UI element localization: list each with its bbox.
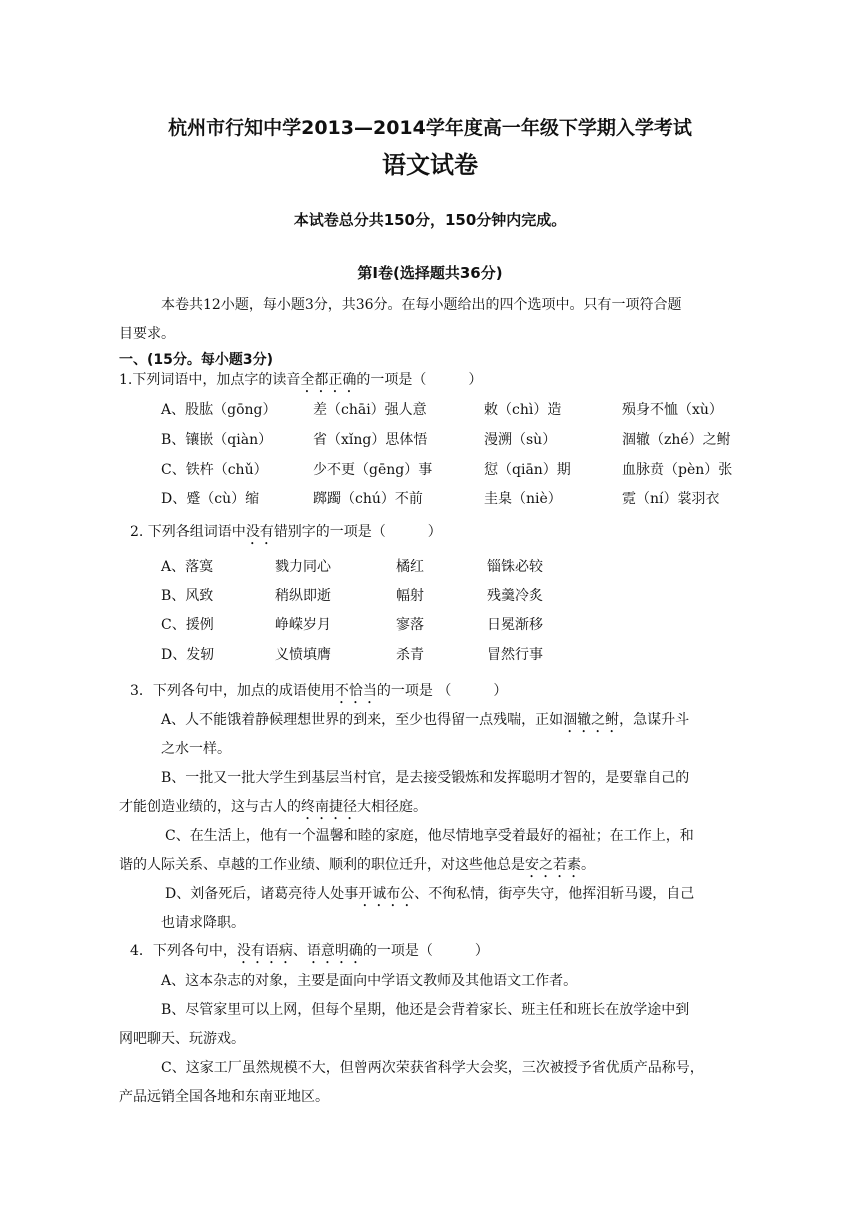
q2-c-cell: 寥落 xyxy=(396,617,424,633)
q3-option-c-line1: C、在生活上，他有一个温馨和睦的家庭，他尽情地享受着最好的福祉；在工作上，和 xyxy=(165,828,694,844)
q3-option-b-line2 xyxy=(119,797,427,823)
q1-c-cell: 血脉贲（pèn）张 xyxy=(622,462,733,478)
q1-c-cell: 愆（qiān）期 xyxy=(484,462,571,478)
q4-option-a-line1: A、这本杂志的对象，主要是面向中学语文教师及其他语文工作者。 xyxy=(161,973,578,989)
q1-stem-text-end: 的一项是（ ） xyxy=(356,372,483,388)
q3-stem-text: 3．下列各句中，加点的成语使用 xyxy=(130,683,335,699)
q4-option-b-line2: 网吧聊天、玩游戏。 xyxy=(119,1031,245,1047)
q1-d-cell: 圭臬（niè） xyxy=(484,491,562,507)
q3-c-text: 谐的人际关系、卓越的工作业绩、顺利的职位迁升，对这些他总是 xyxy=(119,857,525,873)
q1-d-cell: 霓（ní）裳羽衣 xyxy=(622,491,720,507)
q3-a-text: A、人不能饿着静候理想世界的到来，至少也得留一点残喘，正如 xyxy=(161,712,564,728)
q2-d-cell: 冒然行事 xyxy=(487,647,543,663)
q3-option-a-line1 xyxy=(161,710,689,736)
q3-stem-text-end: 的一项是 （ ） xyxy=(376,683,508,699)
q3-option-b-line1: B、一批又一批大学生到基层当村官，是去接受锻炼和发挥聪明才智的，是要靠自己的 xyxy=(161,770,690,786)
q2-stem-text-end: 错别字的一项是（ ） xyxy=(273,524,442,540)
q3-d-text-end: 、不徇私情，街亭失守，他挥泪斩马谡，自己 xyxy=(414,886,695,902)
q3-option-d-line1 xyxy=(165,884,694,910)
q1-d-cell: D、蹙（cù）缩 xyxy=(161,491,260,507)
q3-c-text-end: 。 xyxy=(581,857,595,873)
q2-c-cell: 峥嵘岁月 xyxy=(275,617,331,633)
q3-option-a-line2: 之水一样。 xyxy=(161,741,231,757)
q2-stem-emphasis: 没有 xyxy=(245,524,274,540)
q2-c-cell: 日冕渐移 xyxy=(487,617,543,633)
q1-b-cell: 涸辙（zhé）之鲋 xyxy=(622,432,731,448)
q2-c-cell: C、援例 xyxy=(161,617,214,633)
q1-b-cell: 省（xǐng）思体悟 xyxy=(313,432,428,448)
q2-b-cell: 残羹冷炙 xyxy=(487,588,543,604)
q1-stem-text: 1.下列词语中，加点字的读音 xyxy=(119,372,301,388)
part1-intro-line2: 目要求。 xyxy=(119,326,175,342)
q2-a-cell: A、落寞 xyxy=(161,559,214,575)
q4-option-c-line1: C、这家工厂虽然规模不大，但曾两次荣获省科学大会奖，三次被授予省优质产品称号， xyxy=(161,1060,704,1076)
q3-c-idiom: 安之若素 xyxy=(525,857,581,873)
section1-heading: 一、(15分。每小题3分) xyxy=(119,352,274,368)
q4-stem-text-end: 的一项是（ ） xyxy=(362,943,489,959)
q3-b-text-end: 大相径庭。 xyxy=(357,799,427,815)
q1-b-cell: 漫溯（sù） xyxy=(484,432,557,448)
q1-c-cell: 少不更（gēng）事 xyxy=(313,462,433,478)
q2-a-cell: 锱铢必较 xyxy=(487,559,543,575)
q2-d-cell: 义愤填膺 xyxy=(275,647,331,663)
q3-option-d-line2: 也请求降职。 xyxy=(161,915,245,931)
q1-stem-emphasis: 全都正确 xyxy=(300,372,357,388)
q1-a-cell: 差（chāi）强人意 xyxy=(313,402,427,418)
q2-a-cell: 橘红 xyxy=(396,559,424,575)
q2-a-cell: 戮力同心 xyxy=(275,559,331,575)
q3-b-idiom: 终南捷径 xyxy=(301,799,357,815)
q1-c-cell: C、铁杵（chǔ） xyxy=(161,462,268,478)
q3-b-text: 才能创造业绩的，这与古人的 xyxy=(119,799,301,815)
q4-stem-emphasis: 没有语病、语意明确 xyxy=(236,943,363,959)
q2-stem-text: 2. 下列各组词语中 xyxy=(130,524,246,540)
q3-option-c-line2 xyxy=(119,855,595,881)
q2-b-cell: 稍纵即逝 xyxy=(275,588,331,604)
part1-intro-line1: 本卷共12小题，每小题3分，共36分。在每小题给出的四个选项中。只有一项符合题 xyxy=(161,297,682,313)
q3-stem-emphasis: 不恰当 xyxy=(334,683,377,699)
exam-subject-title: 语文试卷 xyxy=(382,151,478,179)
q2-d-cell: 杀青 xyxy=(396,647,424,663)
q1-a-cell: A、股肱（gōng） xyxy=(161,402,277,418)
q1-a-cell: 殒身不恤（xù） xyxy=(622,402,723,418)
q2-b-cell: 幅射 xyxy=(396,588,424,604)
q1-b-cell: B、镶嵌（qiàn） xyxy=(161,432,273,448)
q3-d-text: D、刘备死后，诸葛亮待人处事 xyxy=(165,886,359,902)
q3-d-idiom: 开诚布公 xyxy=(358,886,415,902)
q2-stem xyxy=(130,522,442,548)
q1-a-cell: 敕（chì）造 xyxy=(484,402,562,418)
q1-d-cell: 踯躅（chú）不前 xyxy=(313,491,423,507)
q1-stem xyxy=(119,370,482,396)
q3-a-text-end: ，急谋升斗 xyxy=(619,712,690,728)
exam-title: 杭州市行知中学2013—2014学年度高一年级下学期入学考试 xyxy=(168,117,692,139)
q3-stem xyxy=(130,681,507,707)
q4-stem xyxy=(130,941,489,967)
exam-score-note: 本试卷总分共150分，150分钟内完成。 xyxy=(293,211,567,229)
q2-d-cell: D、发轫 xyxy=(161,647,215,663)
q3-a-idiom: 涸辙之鲋 xyxy=(563,712,620,728)
q2-b-cell: B、风致 xyxy=(161,588,214,604)
part1-heading: 第Ⅰ卷(选择题共36分) xyxy=(357,264,503,282)
q4-option-c-line2: 产品远销全国各地和东南亚地区。 xyxy=(119,1089,329,1105)
q4-stem-text: 4．下列各句中， xyxy=(130,943,237,959)
q4-option-b-line1: B、尽管家里可以上网，但每个星期，他还是会背着家长、班主任和班长在放学途中到 xyxy=(161,1002,690,1018)
